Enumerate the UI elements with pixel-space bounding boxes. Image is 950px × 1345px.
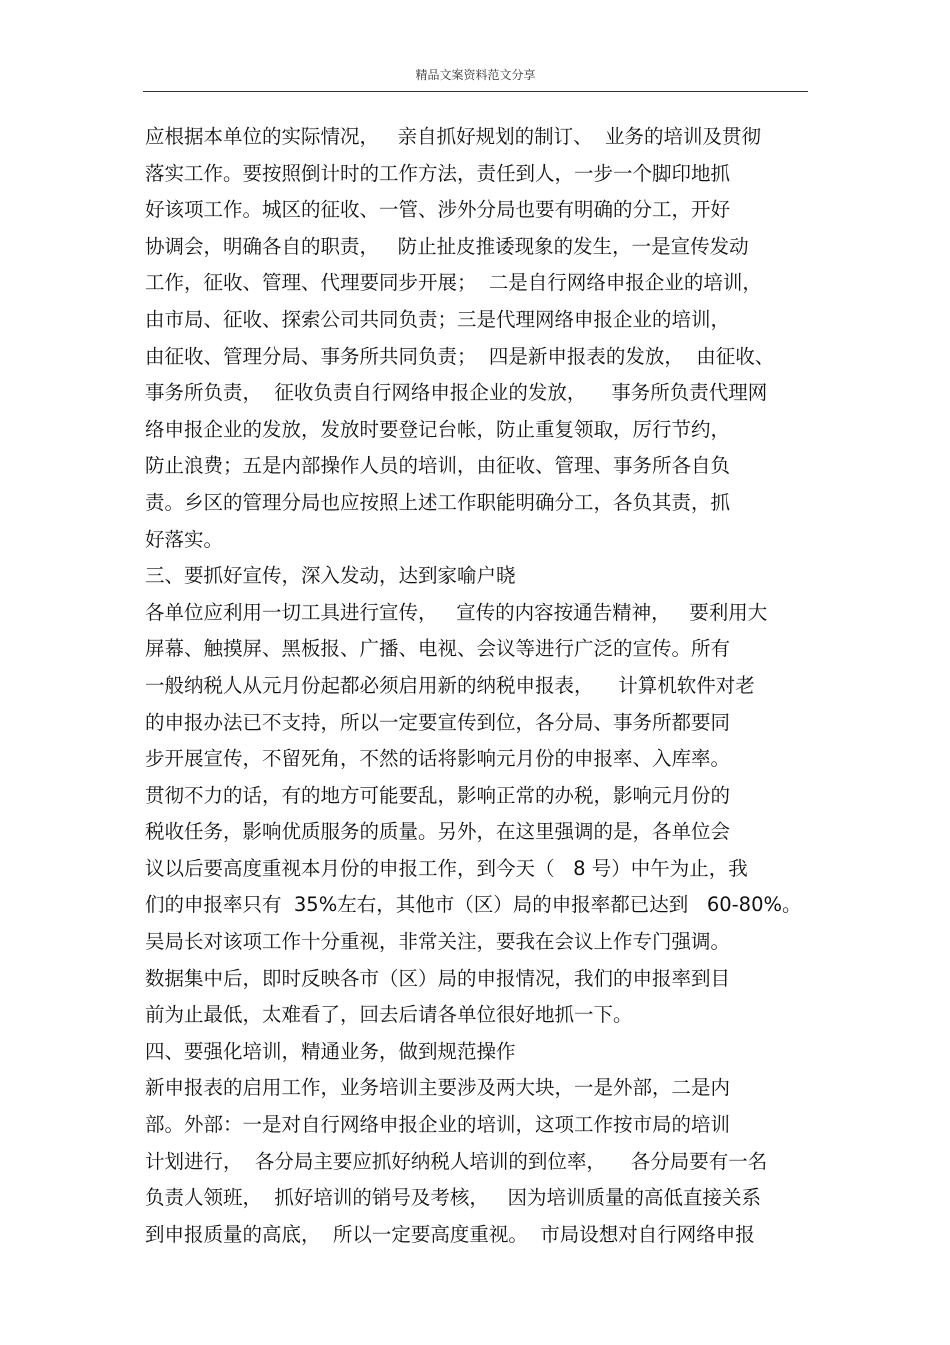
body-line: 贯彻不力的话，有的地方可能要乱，影响正常的办税，影响元月份的 [145,783,731,807]
body-line: 新申报表的启用工作，业务培训主要涉及两大块，一是外部，二是内 [145,1076,731,1100]
body-line: 好落实。 [145,527,224,551]
body-line: 由市局、征收、探索公司共同负责；三是代理网络申报企业的培训， [145,307,731,331]
body-line: 事务所负责， 征收负责自行网络申报企业的发放， 事务所负责代理网 [145,381,768,405]
page-header: 精品文案资料范文分享 [415,68,536,82]
body-line: 络申报企业的发放，发放时要登记台帐，防止重复领取，厉行节约， [145,417,731,441]
body-line: 各单位应利用一切工具进行宣传， 宣传的内容按通告精神， 要利用大 [145,600,768,624]
body-line: 计划进行， 各分局主要应抓好纳税人培训的到位率， 各分局要有一名 [145,1149,768,1173]
body-line: 责。乡区的管理分局也应按照上述工作职能明确分工，各负其责，抓 [145,490,731,514]
body-line: 落实工作。要按照倒计时的工作方法，责任到人，一步一个脚印地抓 [145,161,731,185]
body-line: 由征收、管理分局、事务所共同负责； 四是新申报表的发放， 由征收、 [145,344,775,368]
body-line: 议以后要高度重视本月份的申报工作，到今天（ 8 号）中午为止，我 [145,856,748,880]
body-line: 到申报质量的高底， 所以一定要高度重视。 市局设想对自行网络申报 [145,1222,755,1246]
body-line: 一般纳税人从元月份起都必须启用新的纳税申报表， 计算机软件对老 [145,673,755,697]
body-line: 好该项工作。城区的征收、一管、涉外分局也要有明确的分工，开好 [145,198,731,222]
body-line: 步开展宣传，不留死角，不然的话将影响元月份的申报率、入库率。 [145,747,731,771]
body-line: 协调会，明确各自的职责， 防止扯皮推诿现象的发生，一是宣传发动 [145,234,749,258]
body-line: 们的申报率只有 35%左右，其他市（区）局的申报率都已达到 60-80%。 [145,893,802,917]
body-line: 前为止最低，太难看了，回去后请各单位很好地抓一下。 [145,1003,633,1027]
body-line: 防止浪费；五是内部操作人员的培训，由征收、管理、事务所各自负 [145,454,731,478]
body-line: 屏幕、触摸屏、黑板报、广播、电视、会议等进行广泛的宣传。所有 [145,637,731,661]
section-heading: 三、要抓好宣传，深入发动，达到家喻户晓 [145,564,516,588]
body-line: 的申报办法已不支持，所以一定要宣传到位，各分局、事务所都要同 [145,710,731,734]
body-line: 负责人领班， 抓好培训的销号及考核， 因为培训质量的高低直接关系 [145,1186,761,1210]
body-line: 吴局长对该项工作十分重视，非常关注，要我在会议上作专门强调。 [145,930,731,954]
body-line: 税收任务，影响优质服务的质量。另外，在这里强调的是，各单位会 [145,820,731,844]
body-line: 数据集中后，即时反映各市（区）局的申报情况，我们的申报率到目 [145,966,731,990]
body-line: 工作，征收、管理、代理要同步开展； 二是自行网络申报企业的培训， [145,271,762,295]
header-divider [143,91,808,92]
body-line: 部。外部：一是对自行网络申报企业的培训，这项工作按市局的培训 [145,1113,731,1137]
document-body [145,119,813,1253]
section-heading: 四、要强化培训，精通业务，做到规范操作 [145,1039,516,1063]
body-line: 应根据本单位的实际情况， 亲自抓好规划的制订、 业务的培训及贯彻 [145,125,761,148]
